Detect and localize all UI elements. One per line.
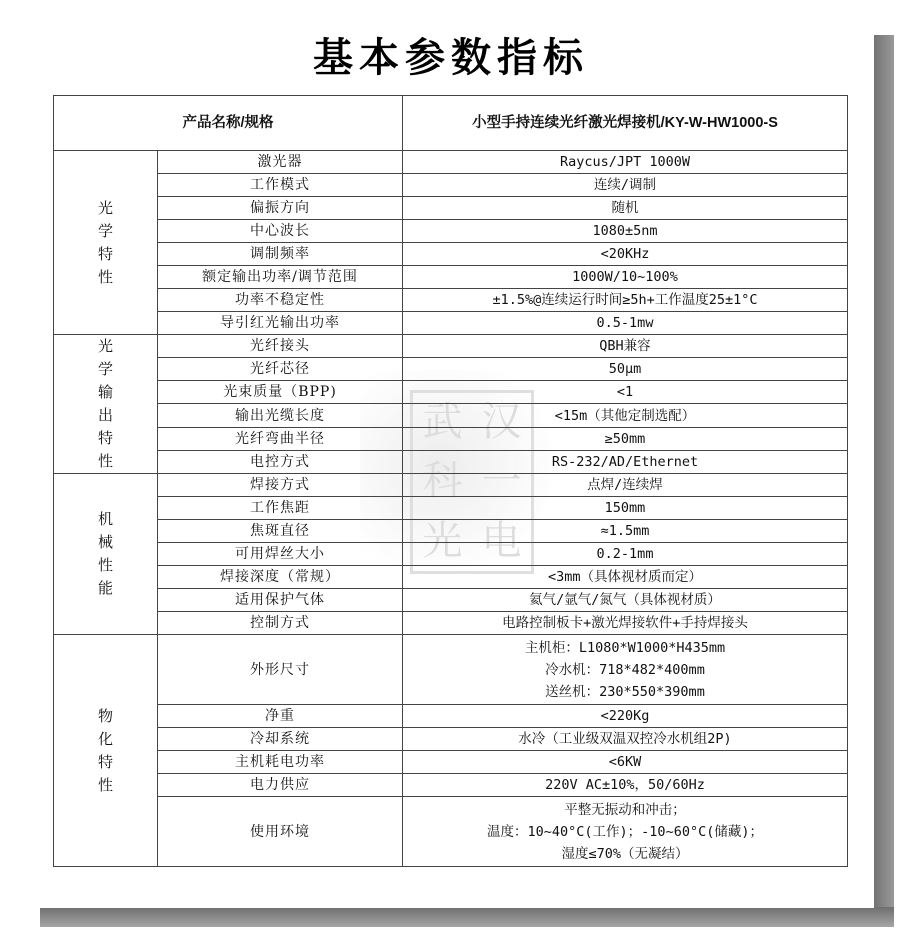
param-label: 中心波长: [158, 220, 403, 243]
spec-row: [54, 705, 848, 728]
category-char: 出: [97, 406, 113, 424]
param-value: <1: [403, 381, 848, 404]
category-char: 输: [97, 383, 113, 401]
spec-row: [54, 243, 848, 266]
category-char: 化: [97, 729, 113, 748]
category-cell: [54, 474, 158, 635]
param-label: 额定输出功率/调节范围: [158, 266, 403, 289]
spec-row: [54, 520, 848, 543]
spec-row: [54, 174, 848, 197]
param-label: 光纤接头: [158, 335, 403, 358]
param-label: 适用保护气体: [158, 589, 403, 612]
spec-row: [54, 497, 848, 520]
category-char: 特: [97, 244, 113, 263]
param-label: 功率不稳定性: [158, 289, 403, 312]
param-value: <3mm（具体视材质而定）: [403, 566, 848, 589]
category-char: 光: [97, 337, 113, 355]
page-shadow-bottom: [40, 907, 894, 927]
param-value-line: 冷水机：718*482*400mm: [545, 661, 705, 678]
spec-row: [54, 404, 848, 427]
param-label: 冷却系统: [158, 728, 403, 751]
spec-row: [54, 312, 848, 335]
param-value: 电路控制板卡+激光焊接软件+手持焊接头: [403, 612, 848, 635]
spec-table: [53, 95, 848, 867]
param-label: 电力供应: [158, 774, 403, 797]
page-title: 基本参数指标: [313, 34, 589, 81]
param-value: 1000W/10~100%: [403, 266, 848, 289]
category-char: 学: [97, 221, 113, 240]
param-value: <6KW: [403, 751, 848, 774]
spec-row: [54, 589, 848, 612]
category-char: 性: [97, 556, 113, 574]
param-value: ≈1.5mm: [403, 520, 848, 543]
param-label: 光纤弯曲半径: [158, 427, 403, 450]
category-char: 特: [97, 752, 113, 771]
spec-row: [54, 728, 848, 751]
param-value: QBH兼容: [403, 335, 848, 358]
param-value: 随机: [403, 197, 848, 220]
param-value: 0.5-1mw: [403, 312, 848, 335]
category-char: 械: [97, 533, 113, 551]
param-label: 光束质量（BPP): [158, 381, 403, 404]
param-label: 使用环境: [158, 797, 403, 867]
spec-row: [54, 427, 848, 450]
param-value: 点焊/连续焊: [403, 474, 848, 497]
spec-row: [54, 220, 848, 243]
spec-row: [54, 197, 848, 220]
param-value: <15m（其他定制选配）: [403, 404, 848, 427]
param-label: 偏振方向: [158, 197, 403, 220]
spec-row: [54, 266, 848, 289]
param-label: 工作焦距: [158, 497, 403, 520]
category-char: 学: [97, 360, 113, 378]
param-value: 150mm: [403, 497, 848, 520]
param-value: 0.2-1mm: [403, 543, 848, 566]
spec-row: [54, 474, 848, 497]
param-value: <220Kg: [403, 705, 848, 728]
category-char: 特: [97, 429, 113, 447]
category-cell: [54, 151, 158, 335]
param-label: 主机耗电功率: [158, 751, 403, 774]
param-value: 50μm: [403, 358, 848, 381]
product-value: 小型手持连续光纤激光焊接机/KY-W-HW1000-S: [403, 96, 848, 151]
spec-row: [54, 751, 848, 774]
param-label: 可用焊丝大小: [158, 543, 403, 566]
spec-row: [54, 566, 848, 589]
param-value-line: 温度：10~40°C(工作)；-10~60°C(储藏)；: [487, 823, 763, 840]
param-value-line: 送丝机：230*550*390mm: [545, 683, 705, 700]
param-label: 导引红光输出功率: [158, 312, 403, 335]
param-label: 电控方式: [158, 450, 403, 473]
param-value: [403, 797, 848, 867]
spec-row: [54, 358, 848, 381]
param-label: 焊接深度（常规）: [158, 566, 403, 589]
spec-table-body: [54, 96, 848, 867]
param-value: ≥50mm: [403, 427, 848, 450]
spec-row: [54, 797, 848, 867]
param-value: ±1.5%@连续运行时间≥5h+工作温度25±1°C: [403, 289, 848, 312]
param-value: 1080±5nm: [403, 220, 848, 243]
category-cell: [54, 635, 158, 867]
header-row: [54, 96, 848, 151]
category-char: 性: [97, 775, 113, 794]
category-char: 性: [97, 267, 113, 286]
param-value: 氦气/氩气/氮气（具体视材质）: [403, 589, 848, 612]
spec-row: [54, 450, 848, 473]
param-value: 连续/调制: [403, 174, 848, 197]
param-label: 焊接方式: [158, 474, 403, 497]
param-label: 调制频率: [158, 243, 403, 266]
page-shadow-right: [872, 35, 894, 925]
param-value-line: 湿度≤70%（无凝结）: [561, 845, 689, 862]
category-cell: [54, 335, 158, 474]
category-char: 物: [97, 706, 113, 725]
param-label: 激光器: [158, 151, 403, 174]
param-label: 输出光缆长度: [158, 404, 403, 427]
category-char: 能: [97, 579, 113, 597]
spec-row: [54, 151, 848, 174]
param-label: 控制方式: [158, 612, 403, 635]
param-value: Raycus/JPT 1000W: [403, 151, 848, 174]
param-label: 工作模式: [158, 174, 403, 197]
param-value-line: 主机柜：L1080*W1000*H435mm: [524, 639, 726, 656]
param-label: 光纤芯径: [158, 358, 403, 381]
spec-row: [54, 543, 848, 566]
spec-row: [54, 335, 848, 358]
param-label: 外形尺寸: [158, 635, 403, 705]
spec-row: [54, 635, 848, 705]
spec-row: [54, 774, 848, 797]
param-label: 焦斑直径: [158, 520, 403, 543]
spec-row: [54, 612, 848, 635]
product-label: 产品名称/规格: [54, 96, 403, 151]
category-char: 性: [97, 452, 113, 470]
category-char: 机: [97, 510, 113, 528]
category-char: 光: [97, 198, 113, 217]
param-value: 220V AC±10%，50/60Hz: [403, 774, 848, 797]
spec-row: [54, 381, 848, 404]
spec-row: [54, 289, 848, 312]
param-value: <20KHz: [403, 243, 848, 266]
param-value: RS-232/AD/Ethernet: [403, 450, 848, 473]
param-label: 净重: [158, 705, 403, 728]
param-value-line: 平整无振动和冲击；: [564, 801, 686, 818]
param-value: 水冷（工业级双温双控冷水机组2P): [403, 728, 848, 751]
param-value: [403, 635, 848, 705]
